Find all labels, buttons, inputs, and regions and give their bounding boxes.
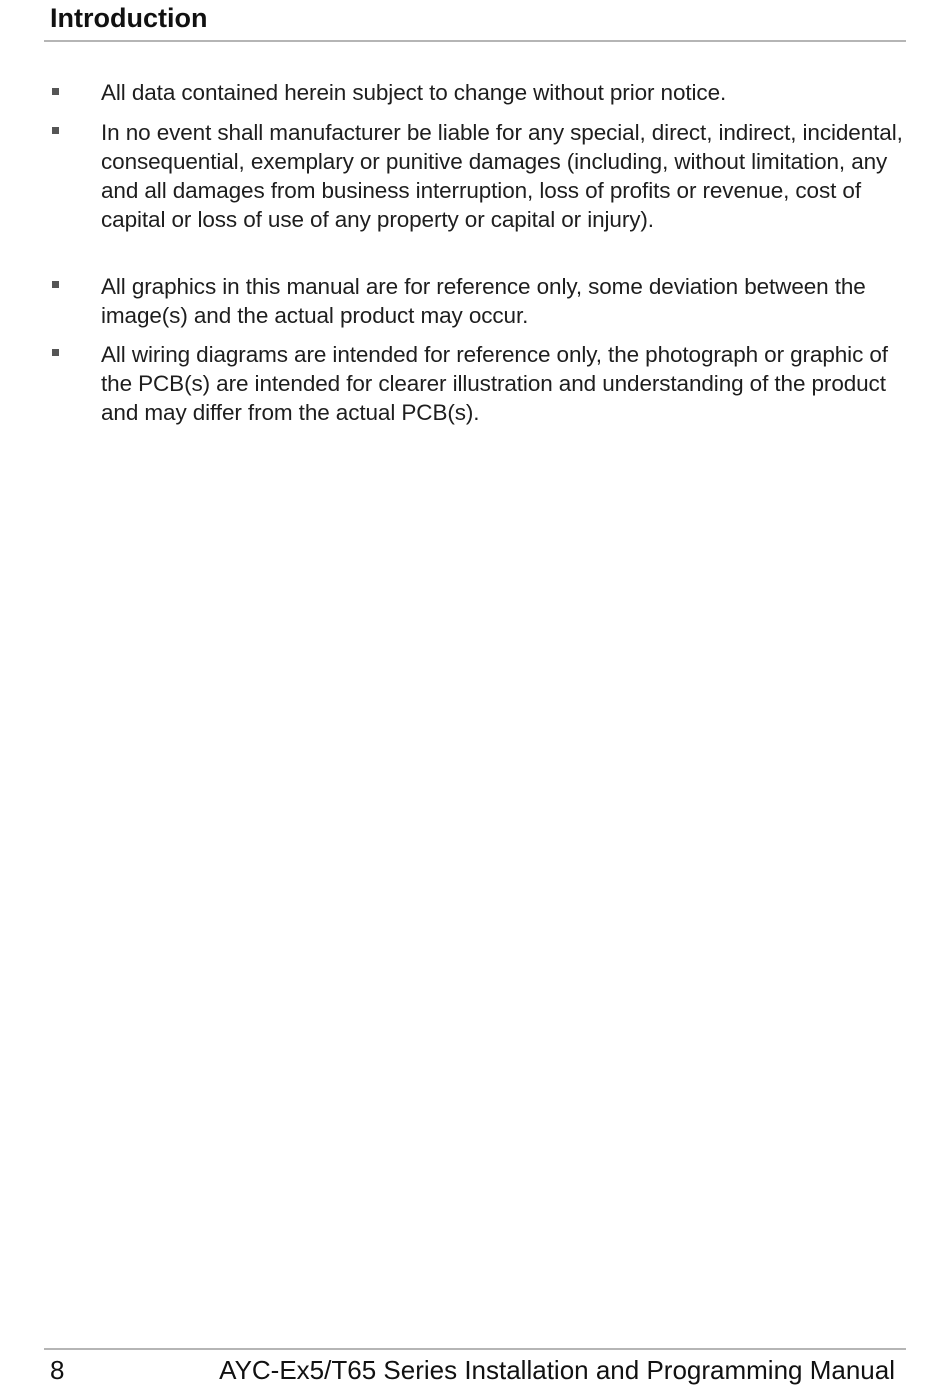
- section-title: Introduction: [50, 3, 208, 33]
- square-bullet-icon: [52, 281, 59, 288]
- square-bullet-icon: [52, 349, 59, 356]
- manual-title: AYC-Ex5/T65 Series Installation and Programming Manual: [219, 1355, 895, 1385]
- page-number: 8: [50, 1355, 65, 1385]
- notice-text: All data contained herein subject to change without prior notice.: [101, 80, 727, 105]
- page-header: [50, 0, 905, 40]
- square-bullet-icon: [52, 88, 59, 95]
- notice-text: In no event shall manufacturer be liable for any special, direct, indirect, incidental, consequential, exemplary or punitive damages (including, without limitation, any and all damages from business interruption, loss of profits or revenue, cost of capital or loss of use of any property or capital or injury).: [101, 120, 903, 232]
- notice-text: All graphics in this manual are for reference only, some deviation between the image(s) and the actual product may occur.: [101, 274, 866, 328]
- footer-divider: [44, 1348, 906, 1350]
- notice-text: All wiring diagrams are intended for reference only, the photograph or graphic of the PCB(s) are intended for clearer illustration and understanding of the product and may differ from the actual PCB(s).: [101, 342, 888, 425]
- header-divider: [44, 40, 906, 42]
- square-bullet-icon: [52, 127, 59, 134]
